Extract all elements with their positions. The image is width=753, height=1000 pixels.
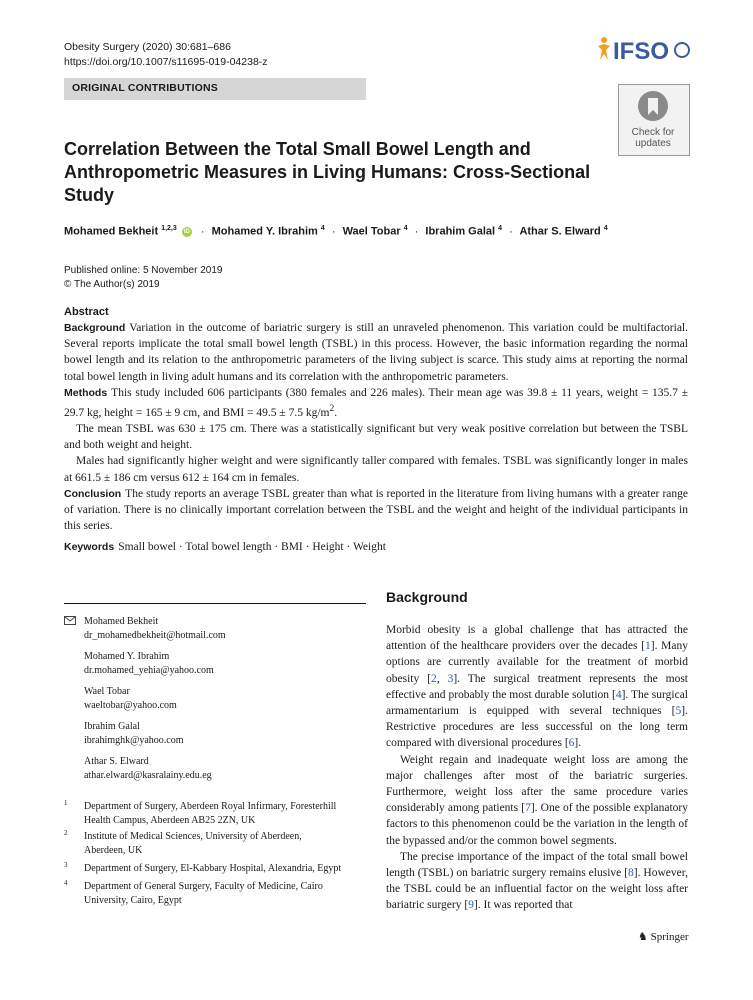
citation-link[interactable]: 9 — [468, 899, 474, 912]
author-affil-ref: 4 — [320, 225, 325, 232]
affiliation-text: Department of General Surgery, Faculty of Medicine, Cairo University, Cairo, Egypt — [84, 881, 323, 906]
article-title: Correlation Between the Total Small Bowel Length and Anthropometric Measures in Living Humans: Cross-Sectional Study — [64, 139, 591, 205]
affiliation-number: 4 — [64, 879, 68, 887]
background-heading: Background — [386, 589, 468, 605]
abstract-conclusion: Conclusion The study reports an average TSBL greater than what is reported in the literature from living humans with a greater range of variation. There is no clinically important correlation between the TSBL and the weight and height of the individual participants in this series. — [64, 487, 688, 533]
correspondence-email[interactable]: dr.mohamed_yehia@yahoo.com — [84, 664, 214, 676]
badge-text: Check for updates — [631, 127, 675, 149]
ifso-logo-text: IFSO — [613, 38, 670, 65]
citation-link[interactable]: 6 — [568, 737, 575, 750]
globe-icon — [675, 43, 689, 57]
correspondence-item — [64, 755, 374, 782]
section-label: ORIGINAL CONTRIBUTIONS — [72, 82, 218, 94]
author-affil-ref: 1,2,3 — [161, 225, 177, 232]
abstract-methods: Methods This study included 606 participants (380 females and 226 males). Their mean age was 39.8 ± 11 years, weight = 135.7 ± 29.7 kg, height = 165 ± 9 cm, and BMI = 49.5 ± 7.5 $kg/m^2$. — [64, 386, 688, 419]
author-separator: · — [200, 225, 205, 238]
bookmark-icon — [637, 90, 669, 122]
correspondence-item — [64, 650, 374, 677]
affiliation-text: Institute of Medical Sciences, University of Aberdeen, Aberdeen, UK — [84, 831, 302, 856]
author-affil-ref: 4 — [603, 225, 608, 232]
abstract-label: Conclusion — [64, 487, 122, 500]
correspondence-list — [64, 615, 374, 790]
abstract-results: The mean TSBL was 630 ± 175 cm. There was a statistically significant but very weak positive correlation but between the TSBL and both weight and height. — [64, 423, 688, 452]
author-affil-ref: 4 — [498, 225, 503, 232]
correspondence-name: Mohamed Bekheit — [84, 616, 159, 627]
affiliation-number: 1 — [64, 799, 68, 807]
correspondence-email[interactable]: ibrahimghk@yahoo.com — [84, 734, 184, 746]
author-affil-ref: 4 — [403, 225, 408, 232]
affiliation-number: 2 — [64, 829, 68, 837]
publisher-name: Springer — [650, 931, 689, 943]
author-separator: · — [509, 225, 513, 238]
correspondence-email[interactable]: athar.elward@kasralainy.edu.eg — [84, 769, 212, 781]
affiliation-number: 3 — [64, 861, 68, 869]
journal-info — [64, 40, 268, 70]
orcid-icon[interactable]: iD — [183, 228, 190, 235]
citation-link[interactable]: 3 — [447, 672, 454, 685]
correspondence-name: Ibrahim Galal — [84, 721, 140, 732]
background-body — [386, 622, 688, 914]
background-paragraph: Weight regain and inadequate weight loss are among the major challenges after most of the bariatric surgeries. Furthermore, weight loss after the same procedure varies considerably among patients [7]. One of the possible explanatory factors to this phenomenon could be the variation in the length of the bypassed and/or the common bowel segments. — [386, 753, 688, 847]
ifso-logo — [596, 32, 692, 66]
abstract-label: Methods — [64, 386, 108, 399]
correspondence-email[interactable]: dr_mohamedbekheit@hotmail.com — [84, 629, 226, 641]
author-name[interactable]: Mohamed Bekheit — [64, 225, 159, 238]
author-name[interactable]: Wael Tobar — [342, 225, 401, 238]
correspondence-item — [64, 720, 374, 747]
correspondence-email[interactable]: waeltobar@yahoo.com — [84, 699, 177, 711]
correspondence-item — [64, 615, 374, 642]
correspondence-name: Wael Tobar — [84, 686, 130, 697]
keywords-text: Small bowel · Total bowel length · BMI · Height · Weight — [118, 541, 386, 553]
envelope-icon — [64, 616, 76, 625]
citation-link[interactable]: 8 — [628, 867, 634, 880]
abstract-heading: Abstract — [64, 306, 109, 318]
author-list — [64, 225, 608, 238]
author-separator: · — [414, 225, 419, 238]
citation-link[interactable]: 5 — [675, 705, 682, 718]
citation-link[interactable]: 4 — [615, 688, 622, 701]
background-paragraph: The precise importance of the impact of the total small bowel length (TSBL) on bariatric surgery remains elusive [8]. However, the TSBL could be an influential factor on the weight loss after bariatric surgery [9]. It was reported that — [386, 850, 688, 912]
citation-link[interactable]: 2 — [431, 672, 437, 685]
copyright: © The Author(s) 2019 — [64, 279, 160, 290]
author-separator: · — [331, 225, 336, 238]
author-name[interactable]: Athar S. Elward — [519, 225, 601, 238]
doi-link[interactable]: https://doi.org/10.1007/s11695-019-04238-z — [64, 56, 268, 68]
abstract-label: Background — [64, 322, 126, 334]
abstract-body — [64, 320, 688, 534]
citation-link[interactable]: 1 — [644, 640, 651, 653]
journal-citation: Obesity Surgery (2020) 30:681–686 — [64, 41, 231, 53]
background-paragraph: Morbid obesity is a global challenge that has attracted the attention of the healthcare providers over the decades [1]. Many options are currently available for the treatment of morbid obesity [2, 3]. The surgical treatment represents the most effective and probably the most durable solution [4]. The surgical armamentarium is equipped with several techniques [5]. Restrictive procedures are less successful on the long term compared with diversional procedures [6]. — [386, 624, 689, 750]
affiliation-text: Department of Surgery, El-Kabbary Hospital, Alexandria, Egypt — [84, 863, 342, 874]
correspondence-item — [64, 685, 374, 712]
abstract-background: Background Variation in the outcome of bariatric surgery is still an unraveled phenomenon. This variation could be multifactorial. Several reports implicate the total small bowel length (TSBL) in this process. However, the basic information regarding the normal bowel length and its relation to the anthropometric parameters of the living subject is scarce. This study aims at reporting the normal total bowel length in living adult humans and its correlation with the anthropometric parameters. — [64, 322, 688, 383]
springer-horse-icon: ♞ — [638, 931, 648, 943]
author-name[interactable]: Mohamed Y. Ibrahim — [211, 225, 318, 238]
keywords — [64, 541, 386, 553]
published-date: Published online: 5 November 2019 — [64, 265, 223, 276]
citation-link[interactable]: 7 — [525, 802, 531, 815]
author-name[interactable]: Ibrahim Galal — [425, 225, 496, 238]
abstract-results: Males had significantly higher weight and were significantly taller compared with females. TSBL was significantly longer in males at 661.5 ± 186 cm versus 612 ± 164 cm in females. — [64, 455, 688, 484]
correspondence-name: Mohamed Y. Ibrahim — [84, 651, 170, 662]
keywords-label: Keywords — [64, 541, 115, 553]
ifso-figure-icon — [598, 37, 610, 60]
publisher-logo — [638, 930, 689, 943]
affiliation-text: Department of Surgery, Aberdeen Royal Infirmary, Foresterhill Health Campus, Aberdeen AB25 2ZN, UK — [84, 801, 337, 826]
divider — [64, 603, 366, 604]
correspondence-name: Athar S. Elward — [84, 756, 149, 767]
publication-info — [64, 264, 222, 292]
